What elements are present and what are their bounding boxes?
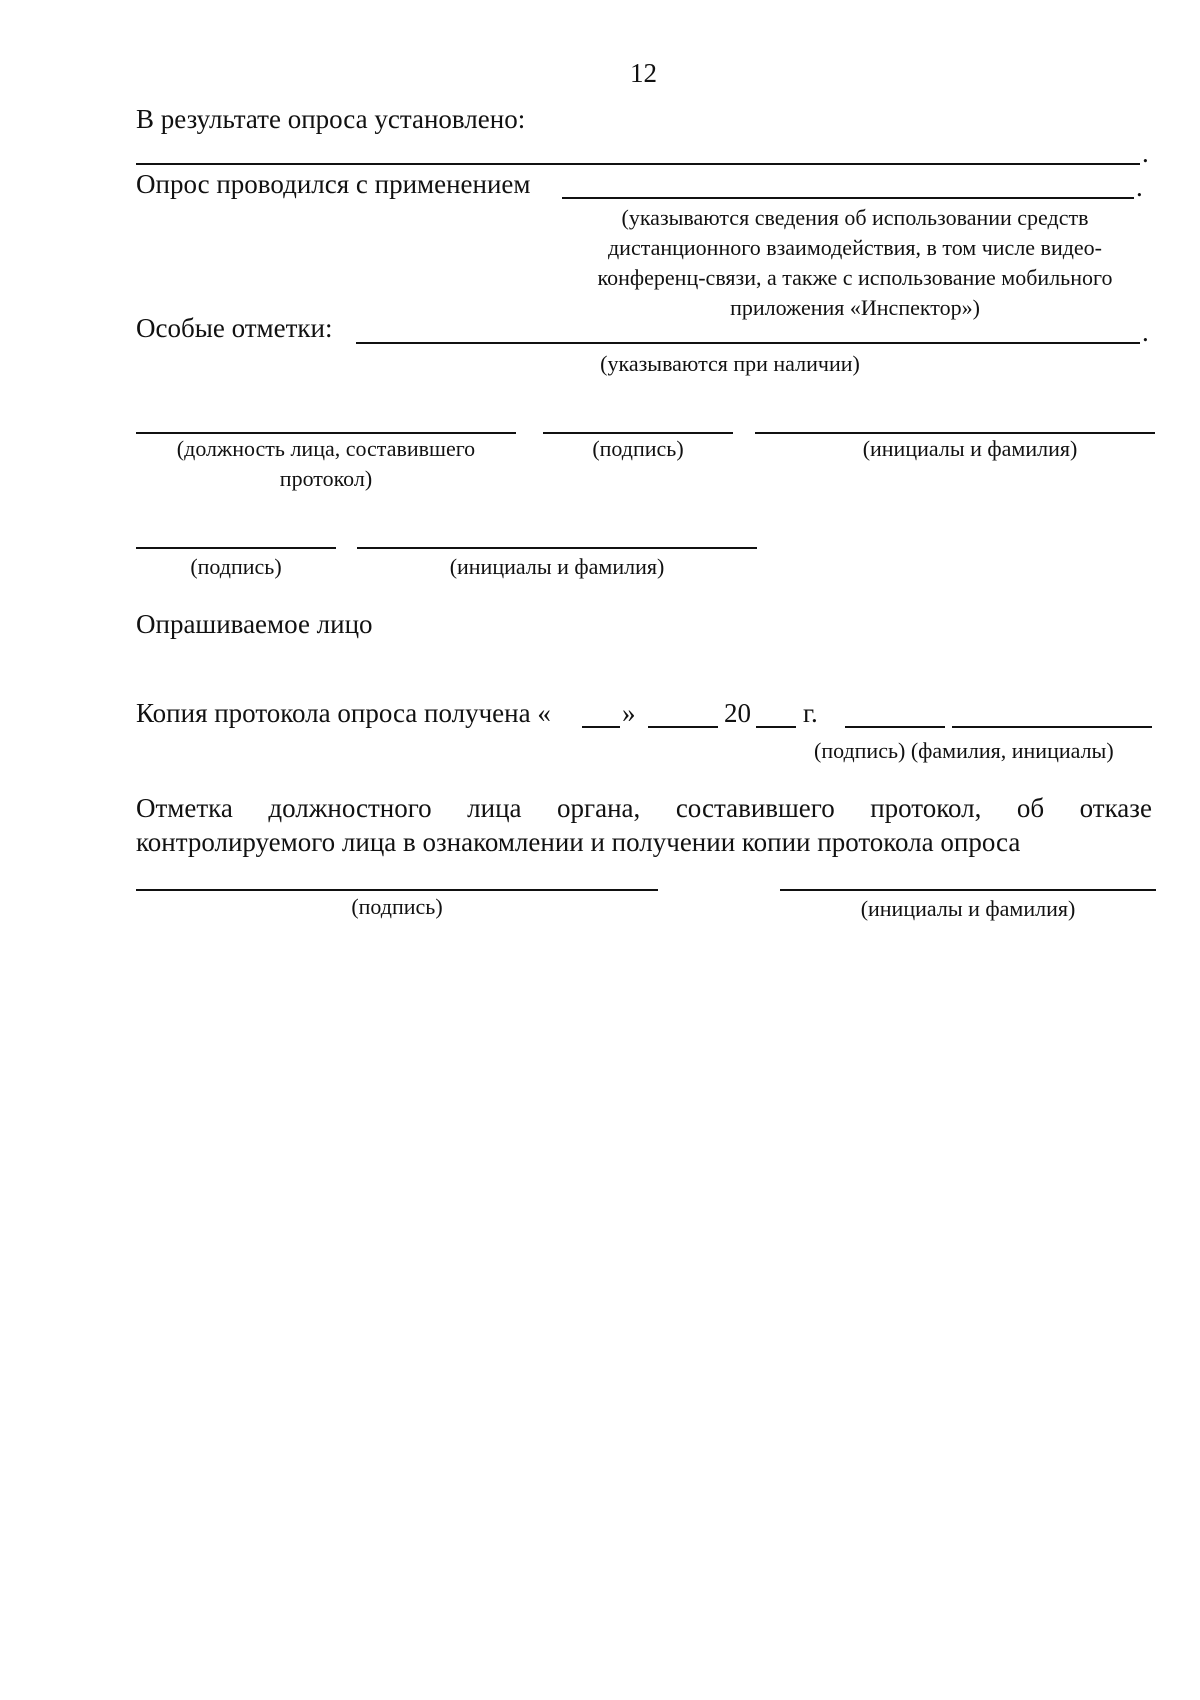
- name-hint-2: (инициалы и фамилия): [449, 554, 665, 579]
- survey-result-dot: .: [1142, 138, 1149, 168]
- copy-month-line: [648, 726, 718, 728]
- conducted-with-line: [562, 197, 1134, 199]
- special-marks-dot: .: [1142, 317, 1149, 347]
- page-number: 12: [630, 58, 657, 88]
- special-marks-hint: (указываются при наличии): [600, 351, 860, 376]
- position-hint: [136, 434, 516, 494]
- conducted-with-hint-line-2: дистанционного взаимодействия, в том числе видео-: [607, 235, 1103, 260]
- interviewee-label: Опрашиваемое лицо: [136, 609, 373, 639]
- signature-hint-2: (подпись): [190, 554, 282, 579]
- refusal-line-2: контролируемого лица в ознакомлении и получении копии протокола опроса: [136, 827, 1021, 857]
- name-hint-1: (инициалы и фамилия): [862, 436, 1078, 461]
- copy-name-line: [952, 726, 1152, 728]
- refusal-word: должностного: [268, 793, 432, 823]
- refusal-word: лица: [467, 793, 522, 823]
- survey-result-label: В результате опроса установлено:: [136, 104, 526, 134]
- position-hint-line-2: протокол): [279, 466, 373, 491]
- refusal-word: составившего: [675, 793, 835, 823]
- special-marks-label: Особые отметки:: [136, 313, 333, 343]
- refusal-name-hint: (инициалы и фамилия): [860, 896, 1076, 921]
- refusal-signature-hint: (подпись): [351, 894, 443, 919]
- copy-year-line: [756, 726, 796, 728]
- refusal-name-line: [780, 889, 1156, 891]
- survey-result-line: [136, 163, 1140, 165]
- copy-day-line: [582, 726, 620, 728]
- conducted-with-label: Опрос проводился с применением: [136, 169, 531, 199]
- copy-year-prefix: 20: [724, 698, 751, 728]
- copy-year-suffix: г.: [803, 698, 818, 728]
- special-marks-line: [356, 342, 1140, 344]
- conducted-with-hint: [560, 203, 1150, 323]
- refusal-word: Отметка: [136, 793, 233, 823]
- copy-signature-line: [845, 726, 945, 728]
- copy-received-label: Копия протокола опроса получена «: [136, 698, 551, 728]
- position-hint-line-1: (должность лица, составившего: [176, 436, 476, 461]
- refusal-word: протокол,: [870, 793, 982, 823]
- conducted-with-hint-line-3: конференц-связи, а также с использование мобильного: [597, 265, 1113, 290]
- signature-line-2: [136, 547, 336, 549]
- conducted-with-hint-line-4: приложения «Инспектор»): [730, 295, 980, 320]
- refusal-signature-line: [136, 889, 658, 891]
- refusal-line-1: [136, 793, 1152, 824]
- conducted-with-hint-line-1: (указываются сведения об использовании средств: [621, 205, 1089, 230]
- name-line-2: [357, 547, 757, 549]
- copy-quote-close: »: [622, 698, 636, 728]
- signature-hint-1: (подпись): [592, 436, 684, 461]
- copy-received-hint: (подпись) (фамилия, инициалы): [814, 738, 1114, 763]
- refusal-word: об: [1016, 793, 1045, 823]
- refusal-word: органа,: [557, 793, 641, 823]
- refusal-word: отказе: [1079, 793, 1152, 823]
- conducted-with-dot: .: [1136, 172, 1143, 202]
